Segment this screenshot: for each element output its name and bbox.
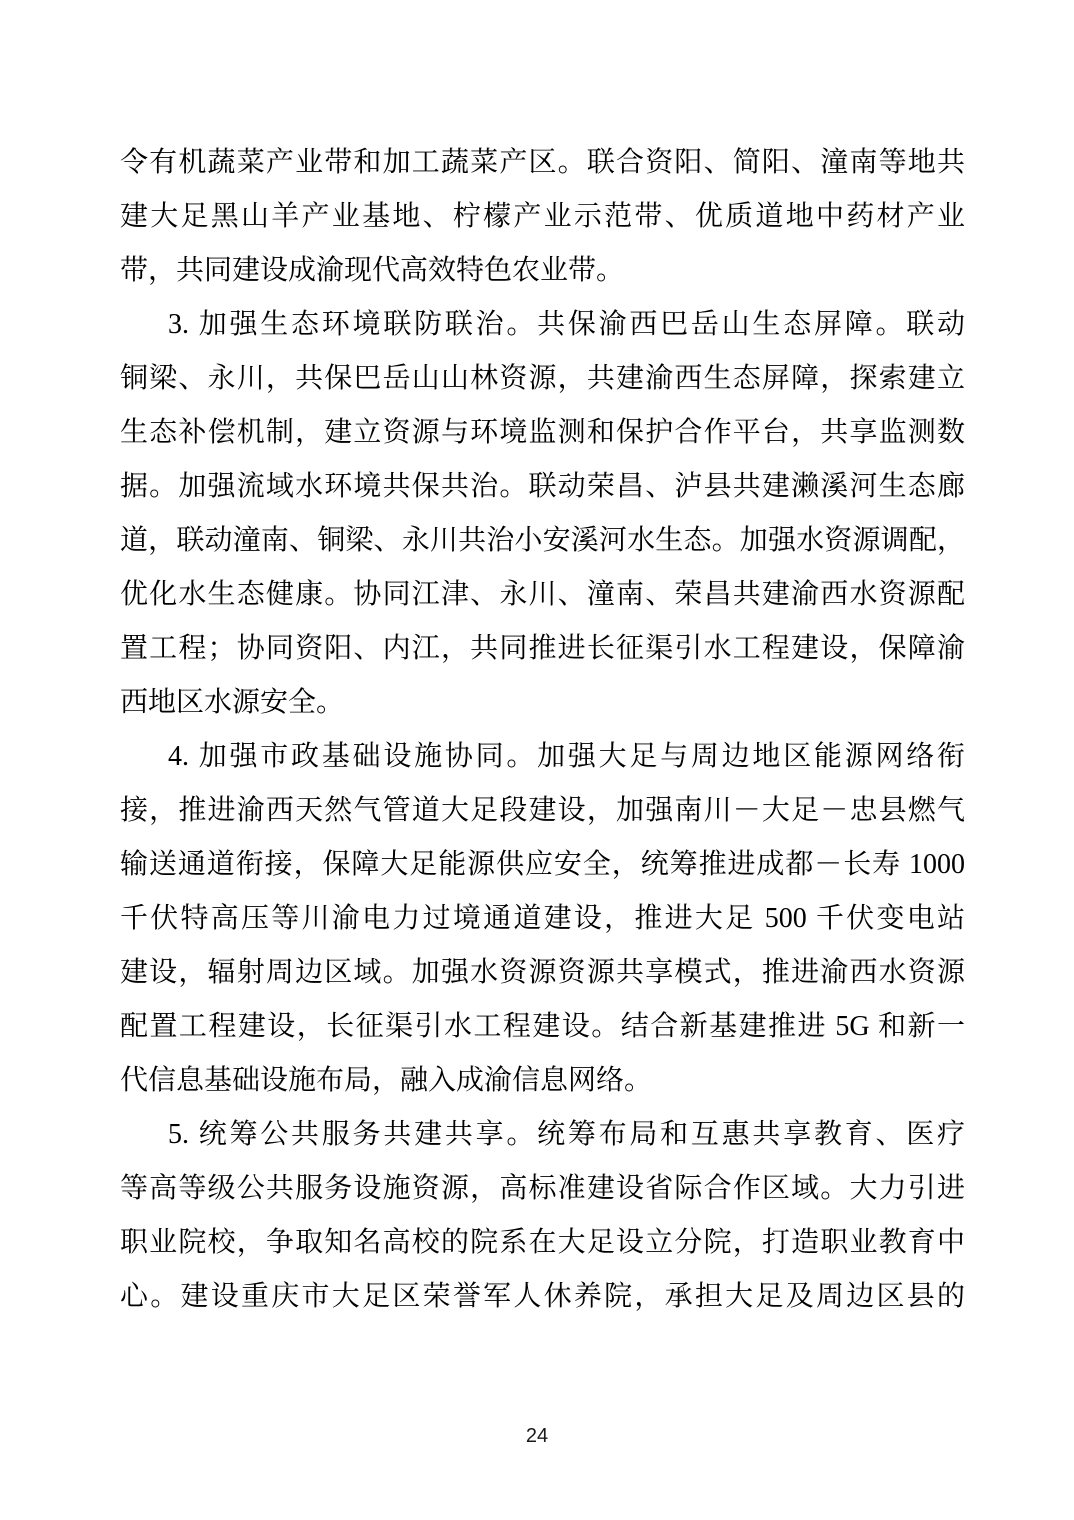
text-line: 优化水生态健康。协同江津、永川、潼南、荣昌共建渝西水资源配 <box>120 579 965 610</box>
text-line: 西地区水源安全。 <box>120 687 345 718</box>
document-text-block <box>120 136 965 1324</box>
text-line: 令有机蔬菜产业带和加工蔬菜产区。联合资阳、简阳、潼南等地共 <box>120 147 965 178</box>
text-line: 道，联动潼南、铜梁、永川共治小安溪河水生态。加强水资源调配， <box>120 525 965 556</box>
text-line: 等高等级公共服务设施资源，高标准建设省际合作区域。大力引进 <box>120 1173 965 1204</box>
text-line-numbered-item-3: 3. 加强生态环境联防联治。共保渝西巴岳山生态屏障。联动 <box>168 309 965 340</box>
text-line-numbered-item-4: 4. 加强市政基础设施协同。加强大足与周边地区能源网络衔 <box>168 741 965 772</box>
text-line: 千伏特高压等川渝电力过境通道建设，推进大足 500 千伏变电站 <box>120 903 965 934</box>
text-line-numbered-item-5: 5. 统筹公共服务共建共享。统筹布局和互惠共享教育、医疗 <box>168 1119 965 1150</box>
text-line: 代信息基础设施布局，融入成渝信息网络。 <box>120 1065 653 1096</box>
text-line: 建大足黑山羊产业基地、柠檬产业示范带、优质道地中药材产业 <box>120 201 965 232</box>
text-line: 心。建设重庆市大足区荣誉军人休养院，承担大足及周边区县的 <box>120 1281 965 1312</box>
text-line: 置工程；协同资阳、内江，共同推进长征渠引水工程建设，保障渝 <box>120 633 965 664</box>
text-line: 生态补偿机制，建立资源与环境监测和保护合作平台，共享监测数 <box>120 417 965 448</box>
text-line: 接，推进渝西天然气管道大足段建设，加强南川－大足－忠县燃气 <box>120 795 965 826</box>
text-line: 带，共同建设成渝现代高效特色农业带。 <box>120 255 625 286</box>
text-line: 职业院校，争取知名高校的院系在大足设立分院，打造职业教育中 <box>120 1227 965 1258</box>
text-line: 输送通道衔接，保障大足能源供应安全，统筹推进成都－长寿 1000 <box>120 849 965 880</box>
page-number: 24 <box>525 1425 549 1447</box>
text-line: 建设，辐射周边区域。加强水资源资源共享模式，推进渝西水资源 <box>120 957 965 988</box>
text-line: 据。加强流域水环境共保共治。联动荣昌、泸县共建濑溪河生态廊 <box>120 471 965 502</box>
text-line: 铜梁、永川，共保巴岳山山林资源，共建渝西生态屏障，探索建立 <box>120 363 965 394</box>
text-line: 配置工程建设，长征渠引水工程建设。结合新基建推进 5G 和新一 <box>120 1011 965 1042</box>
